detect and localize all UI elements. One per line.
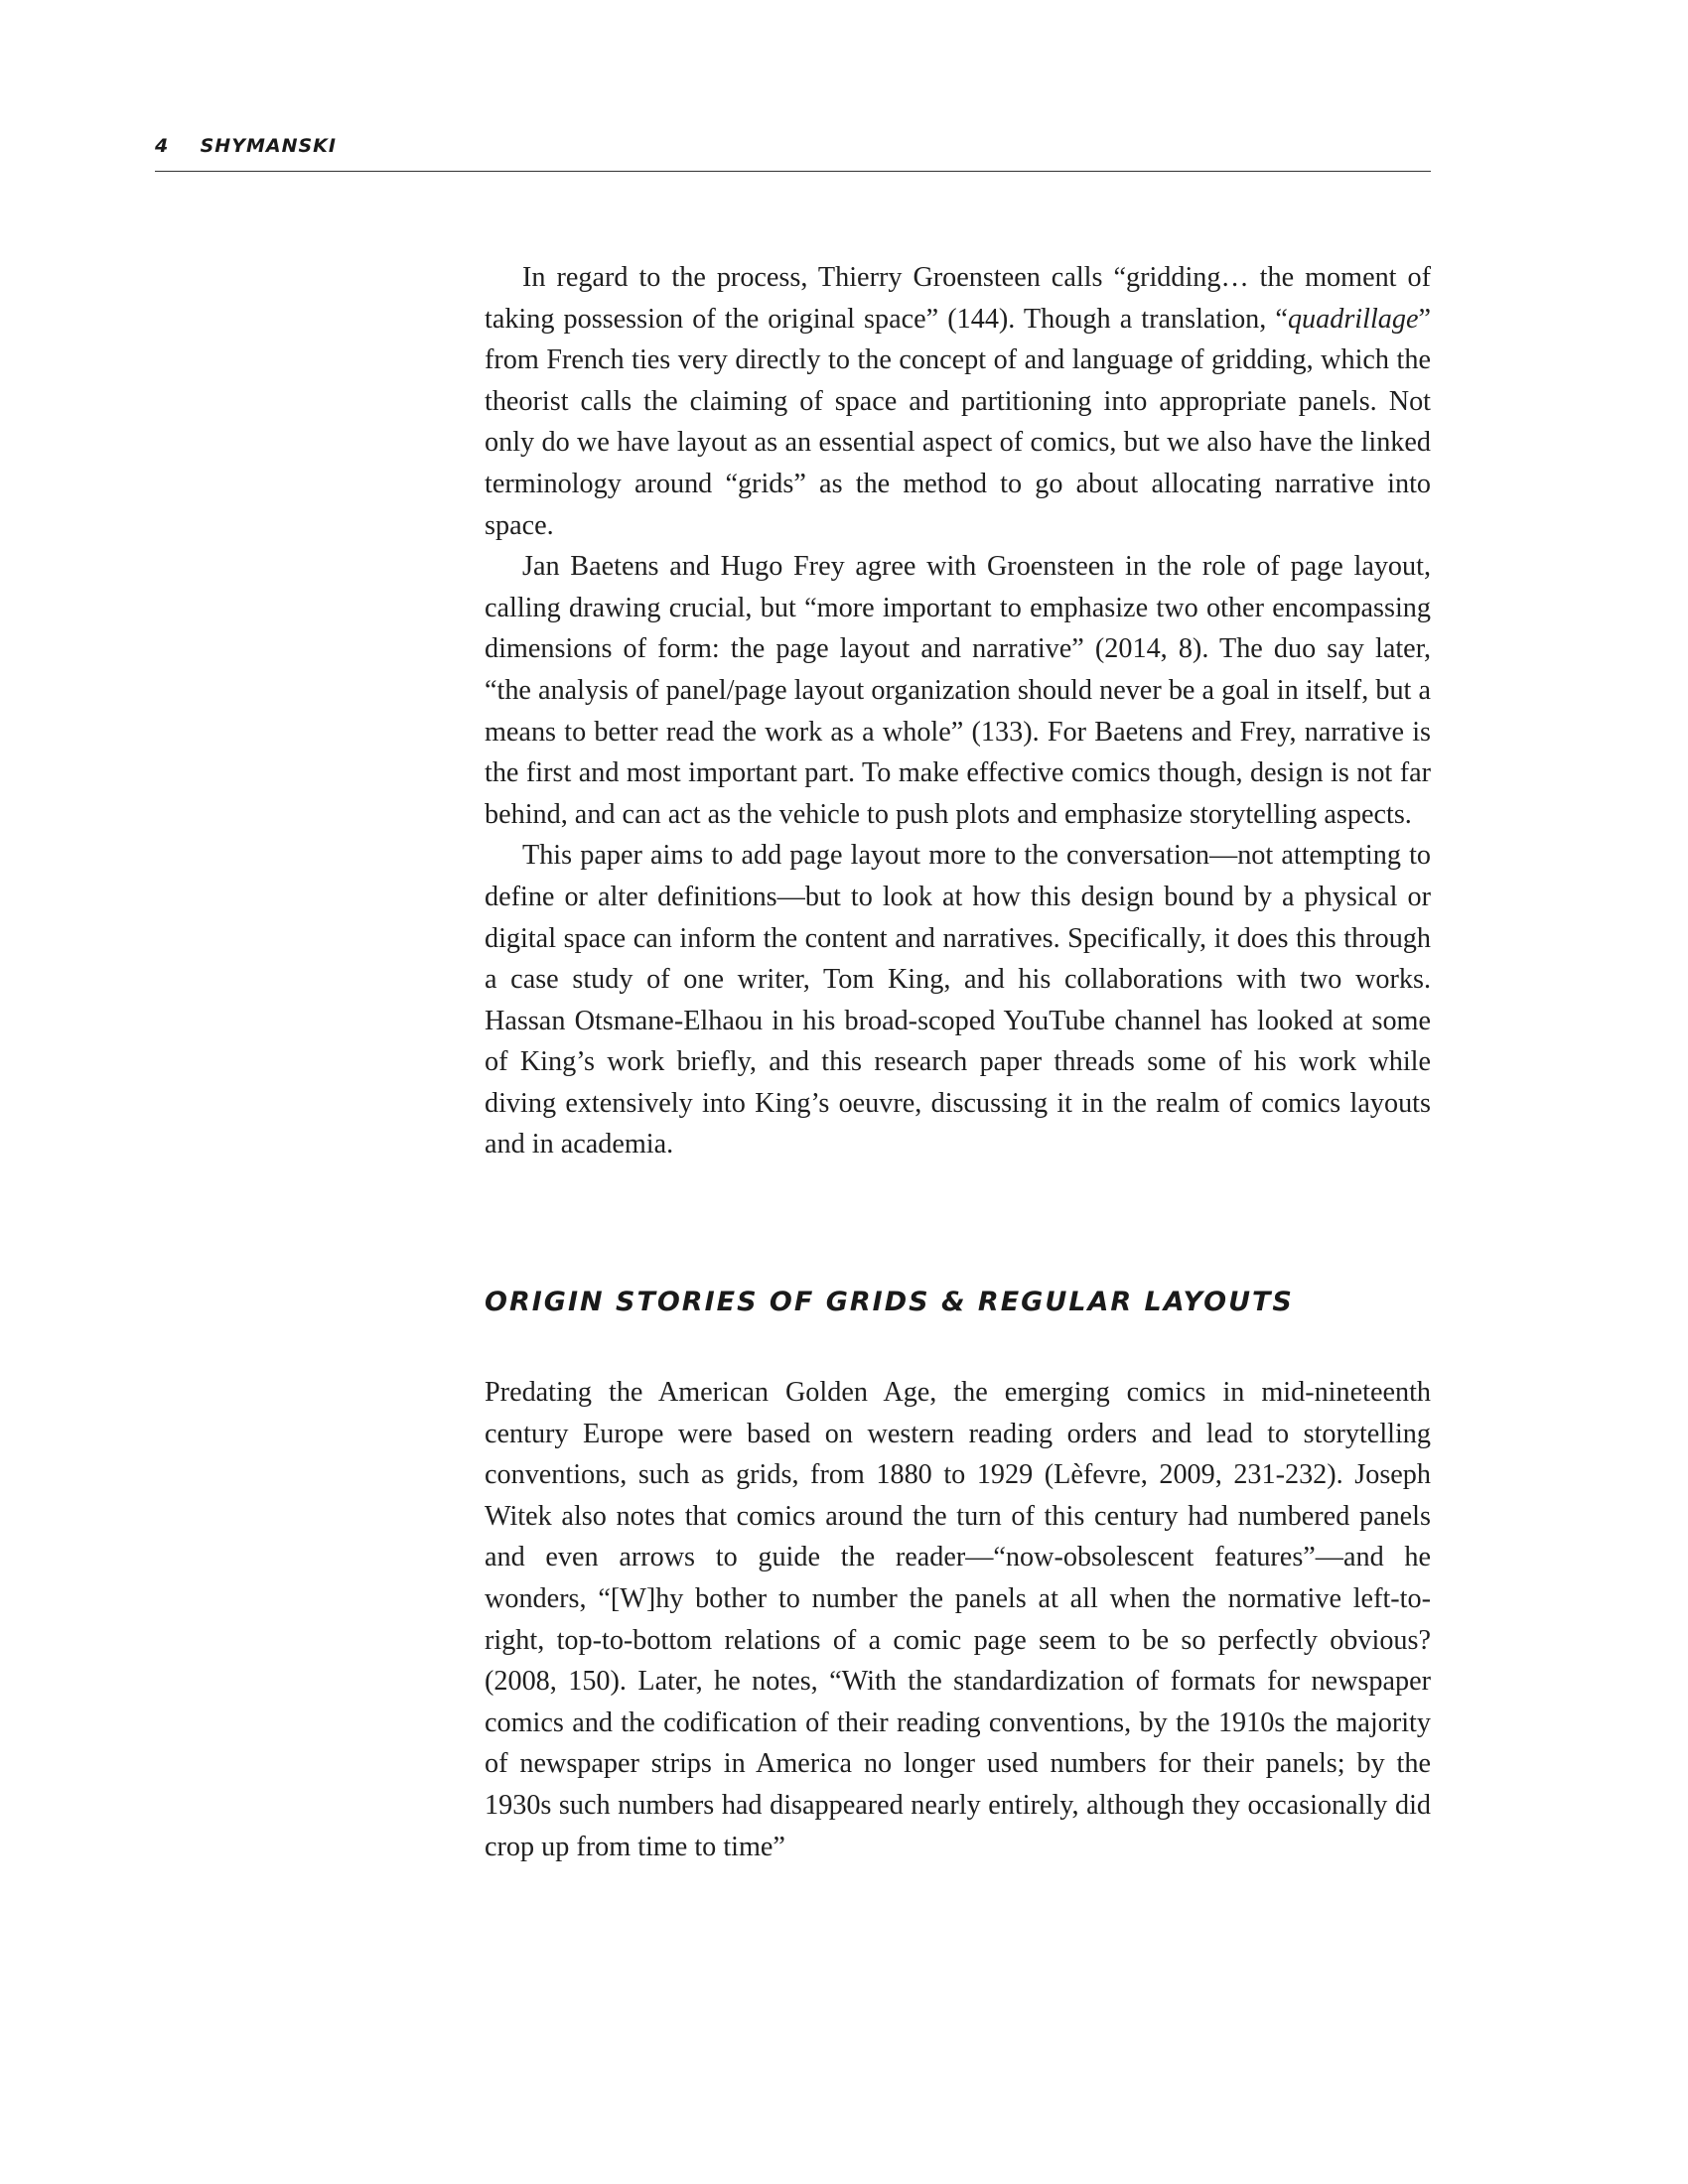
running-head-author: SHYMANSKI [200,135,337,157]
paragraph-paper-aims: This paper aims to add page layout more to the conversation—not attempting to define or alter definitions—but to look at how this design bound by a physical or digital space can inform the content and narratives. Specifically, it does this through a case study of one writer, Tom King, and his collaborations with two works. Hassan Otsmane-Elhaou in his broad-scoped YouTube channel has looked at some of King’s work briefly, and this research paper threads some of his work while diving extensively into King’s oeuvre, discussing it in the realm of comics layouts and in academia. [485,840,1431,1160]
paragraph-text: ” from French ties very directly to the concept of and language of gridding, which the theorist calls the claiming of space and partitioning into appropriate panels. Not only do we have layout as an essential aspect of comics, but we also have the linked terminology around “grids” as the method to go about allocating narrative into space. [485,303,1431,541]
quadrillage-term: quadrillage [1287,303,1419,335]
paragraph-groensteen [485,257,1431,546]
page-number: 4 [155,135,170,157]
paragraph-golden-age: Predating the American Golden Age, the emerging comics in mid-nineteenth century Europe were based on western reading orders and lead to storytelling conventions, such as grids, from 1880 to 1929 (Lèfevre, 2009, 231-232). Joseph Witek also notes that comics around the turn of this century had numbered panels and even arrows to guide the reader—“now-obsolescent features”—and he wonders, “[W]hy bother to number the panels at all when the normative left-to-right, top-to-bottom relations of a comic page seem to be so perfectly obvious? (2008, 150). Later, he notes, “With the standardization of formats for newspaper comics and the codification of their reading conventions, by the 1910s the majority of newspaper strips in America no longer used numbers for their panels; by the 1930s such numbers had disappeared nearly entirely, although they occasionally did crop up from time to time” [485,1377,1431,1862]
section-body-text [485,1372,1431,1867]
section-heading: ORIGIN STORIES OF GRIDS & REGULAR LAYOUTS [485,1287,1294,1317]
paragraph-text: In regard to the process, Thierry Groensteen calls “gridding… the moment of taking possession of the original space” (144). Though a translation, “ [485,262,1431,335]
body-text [485,257,1431,1165]
running-header [155,135,1431,172]
paragraph-baetens-frey: Jan Baetens and Hugo Frey agree with Groensteen in the role of page layout, calling drawing crucial, but “more important to emphasize two other encompassing dimensions of form: the page layout and narrative” (2014, 8). The duo say later, “the analysis of panel/page layout organization should never be a goal in itself, but a means to better read the work as a whole” (133). For Baetens and Frey, narrative is the first and most important part. To make effective comics though, design is not far behind, and can act as the vehicle to push plots and emphasize storytelling aspects. [485,551,1431,830]
